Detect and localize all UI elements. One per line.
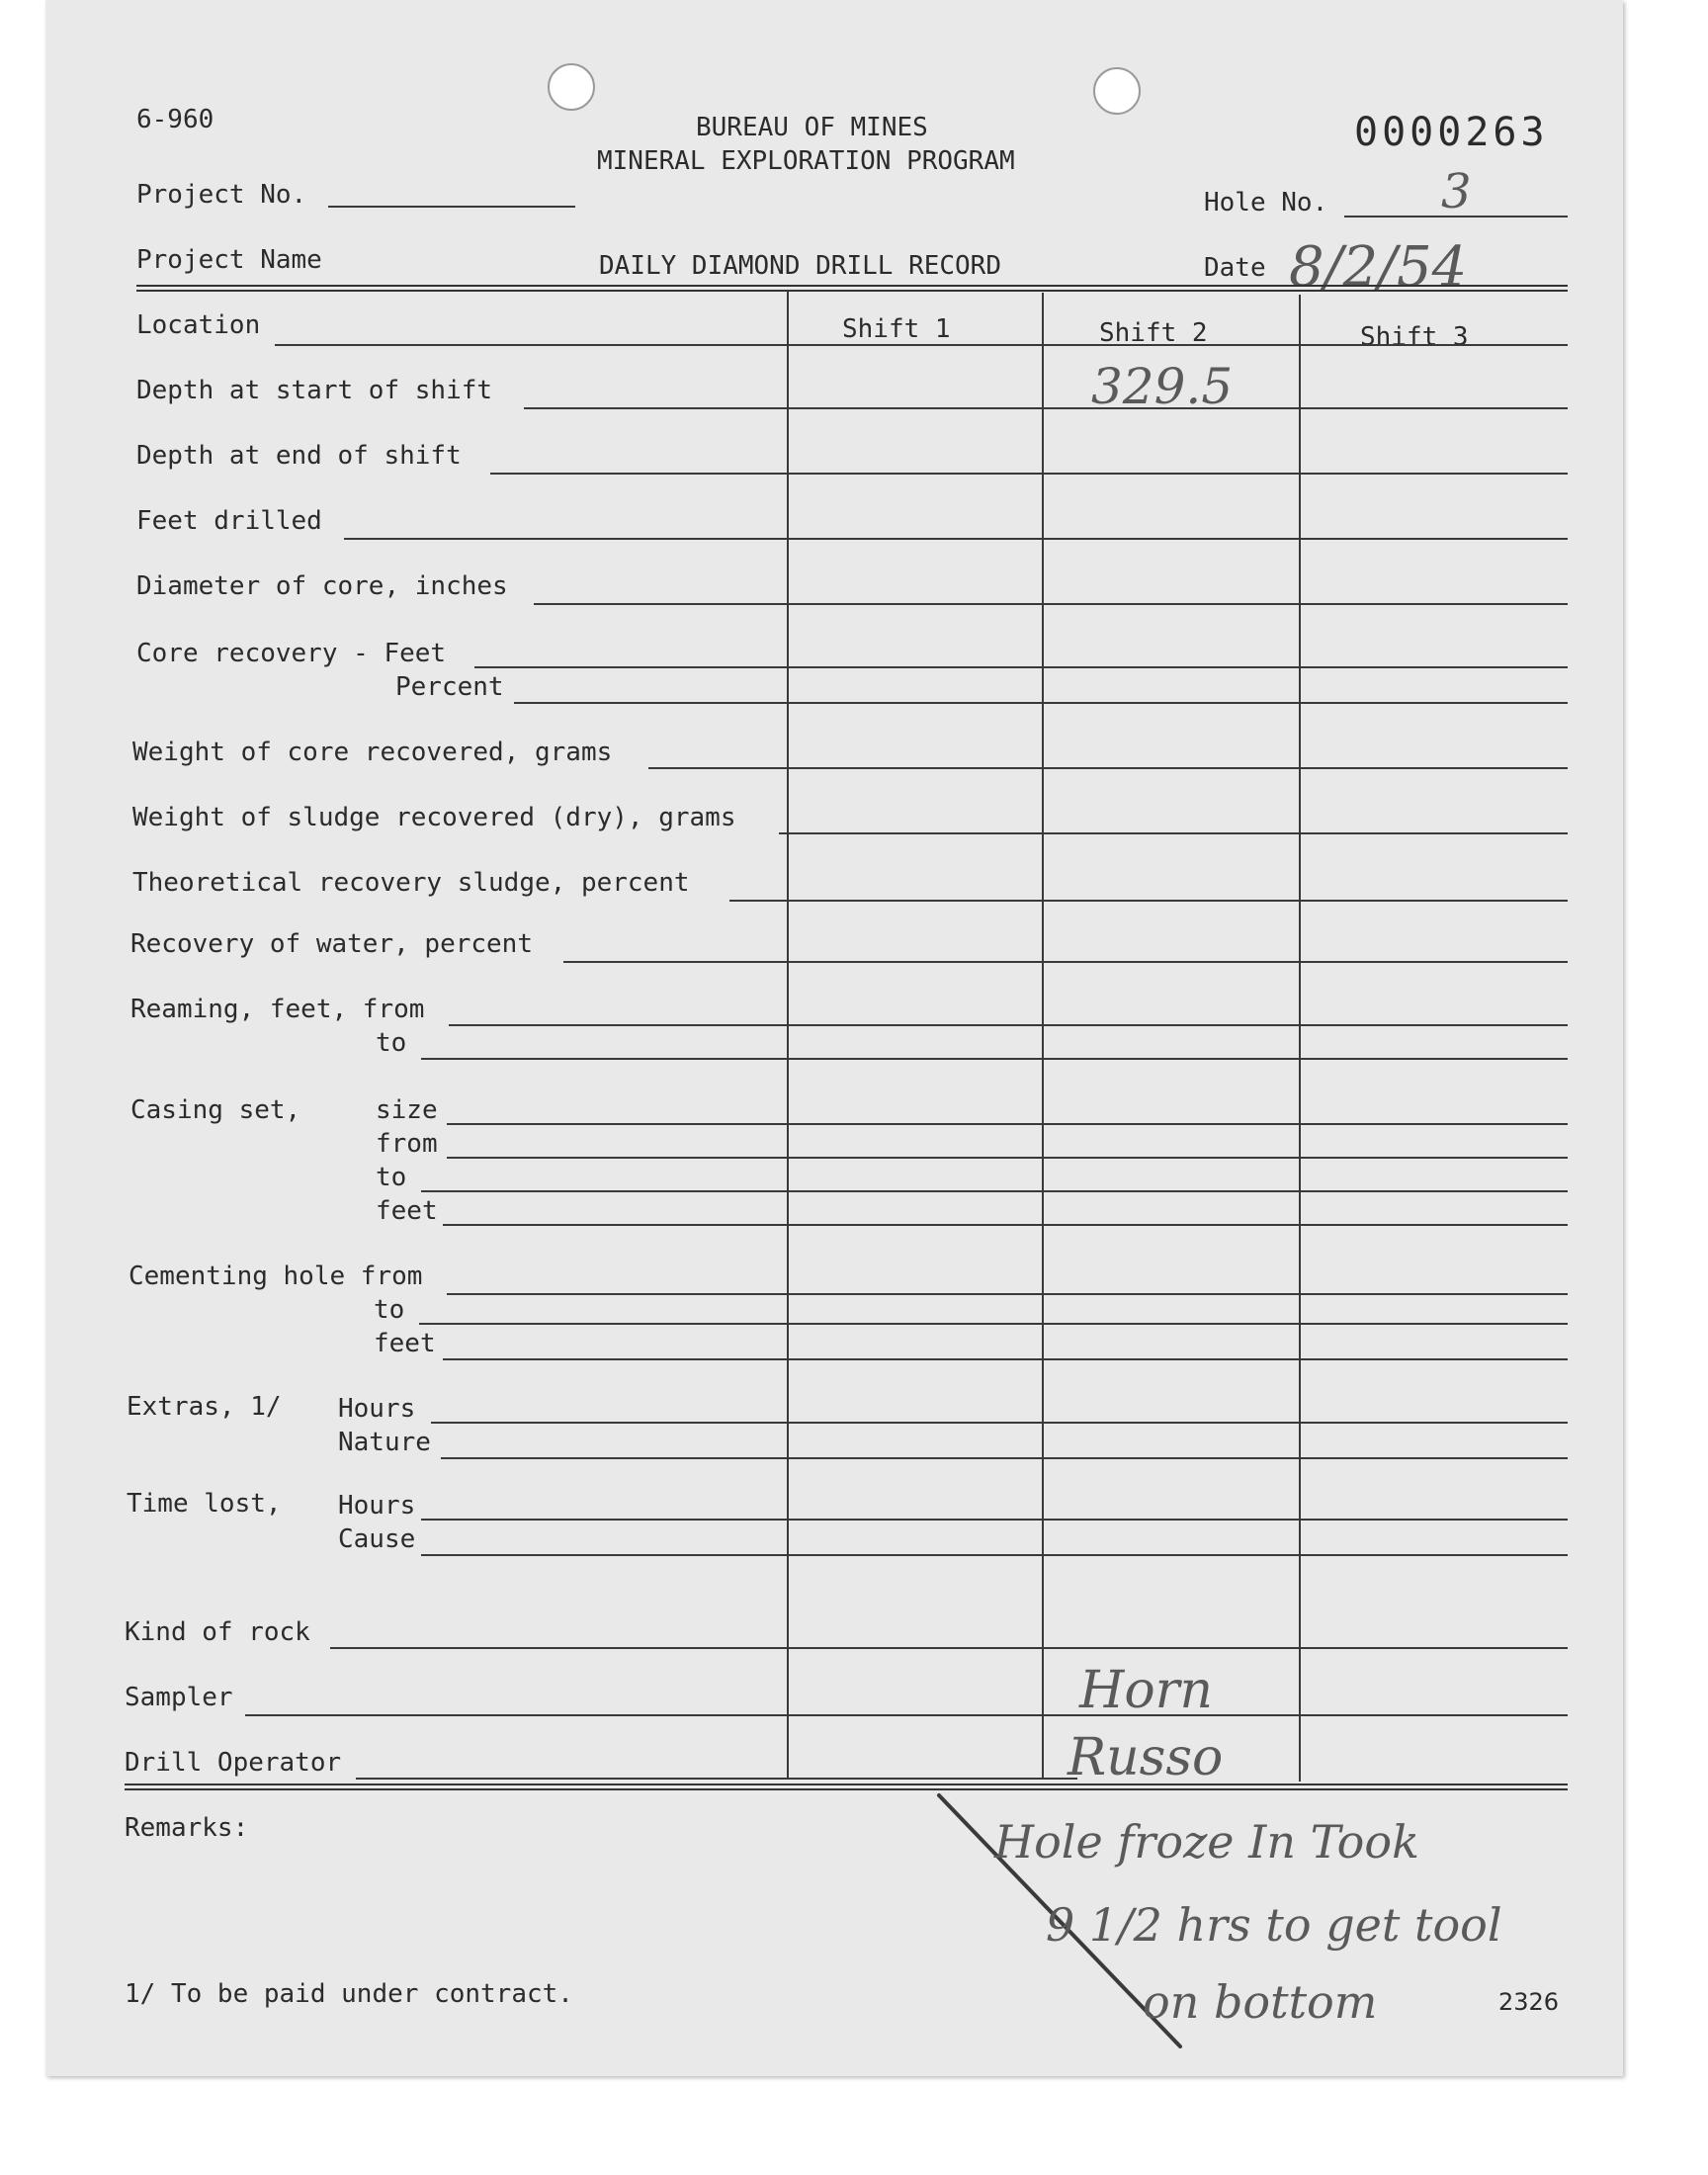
row-label-percent: Percent [395, 672, 504, 702]
row-line [648, 767, 1568, 769]
row-label-cementing-to: to [374, 1295, 405, 1325]
project-no-line [328, 206, 575, 208]
bottom-double-rule [125, 1784, 1568, 1790]
row-label-reaming: Reaming, feet, from [130, 995, 425, 1024]
row-line [356, 1778, 1077, 1780]
row-line [275, 344, 1568, 346]
row-line [421, 1519, 1568, 1521]
operator-shift2-value: Russo [1068, 1728, 1224, 1787]
form-title: DAILY DIAMOND DRILL RECORD [599, 251, 1001, 281]
hole-no-label: Hole No. [1204, 188, 1328, 218]
header-double-rule [136, 285, 1568, 292]
row-label-cementing: Cementing hole from [128, 1262, 423, 1291]
row-label-theoretical: Theoretical recovery sludge, percent [132, 868, 690, 898]
page-number: 2326 [1498, 1988, 1560, 2016]
row-label-cementing-feet: feet [374, 1329, 436, 1358]
row-line [421, 1554, 1568, 1556]
column-header-shift3: Shift 3 [1360, 322, 1469, 352]
drill-record-form [45, 0, 1623, 2076]
project-name-label: Project Name [136, 245, 322, 275]
row-line [449, 1024, 1568, 1026]
row-line [474, 666, 1568, 668]
row-line [245, 1714, 1568, 1716]
row-label-extras-nature: Nature [338, 1428, 431, 1457]
row-line [421, 1190, 1568, 1192]
project-no-label: Project No. [136, 180, 307, 210]
row-label-casing: Casing set, [130, 1095, 301, 1125]
row-label-weight-sludge: Weight of sludge recovered (dry), grams [132, 803, 736, 832]
row-label-casing-to: to [376, 1163, 407, 1192]
row-line [419, 1323, 1568, 1325]
row-label-diameter: Diameter of core, inches [136, 571, 508, 601]
row-label-feet-drilled: Feet drilled [136, 506, 322, 536]
row-line [524, 407, 1568, 409]
column-header-shift1: Shift 1 [842, 314, 951, 344]
row-line [421, 1058, 1568, 1060]
row-line [729, 900, 1568, 902]
row-line [443, 1224, 1568, 1226]
row-label-reaming-to: to [376, 1028, 407, 1058]
punch-hole-left [548, 63, 595, 111]
depth-start-shift2-value: 329.5 [1091, 358, 1234, 415]
row-line [490, 473, 1568, 475]
row-label-water: Recovery of water, percent [130, 929, 533, 959]
row-label-drill-operator: Drill Operator [125, 1748, 342, 1778]
row-label-extras-hours: Hours [338, 1394, 416, 1424]
row-line [534, 603, 1568, 605]
remarks-line-2: 9 1/2 hrs to get tool [1046, 1898, 1502, 1952]
row-line [514, 702, 1568, 704]
hole-no-value: 3 [1441, 164, 1472, 219]
row-label-casing-feet: feet [376, 1196, 438, 1226]
row-line [779, 832, 1568, 834]
row-line [431, 1422, 1568, 1424]
form-number: 6-960 [136, 105, 214, 134]
row-line [447, 1123, 1568, 1125]
column-header-shift2: Shift 2 [1099, 318, 1208, 348]
row-line [441, 1457, 1568, 1459]
document-id: 0000263 [1354, 110, 1549, 155]
row-label-depth-end: Depth at end of shift [136, 441, 462, 471]
row-line [443, 1358, 1568, 1360]
row-line [563, 961, 1568, 963]
agency-name: BUREAU OF MINES [696, 113, 928, 142]
remarks-line-1: Hole froze In Took [994, 1815, 1419, 1869]
row-label-casing-from: from [376, 1129, 438, 1159]
row-label-location: Location [136, 310, 261, 340]
row-line [447, 1157, 1568, 1159]
column-divider-2 [1042, 293, 1044, 1780]
row-line [447, 1293, 1568, 1295]
date-value: 8/2/54 [1289, 235, 1468, 300]
row-label-casing-size: size [376, 1095, 438, 1125]
date-label: Date [1204, 253, 1266, 283]
row-label-extras: Extras, 1/ [127, 1392, 282, 1422]
row-label-kind-of-rock: Kind of rock [125, 1617, 310, 1647]
punch-hole-right [1093, 67, 1141, 115]
column-divider-3 [1299, 295, 1301, 1782]
remarks-line-3: on bottom [1143, 1975, 1378, 2029]
row-label-time-hours: Hours [338, 1491, 416, 1521]
row-label-weight-core: Weight of core recovered, grams [132, 738, 613, 767]
row-label-time-lost: Time lost, [127, 1489, 282, 1519]
row-line [344, 538, 1568, 540]
row-label-sampler: Sampler [125, 1683, 233, 1712]
sampler-shift2-value: Horn [1079, 1661, 1214, 1720]
row-label-core-recovery: Core recovery - Feet [136, 639, 447, 668]
program-name: MINERAL EXPLORATION PROGRAM [597, 146, 1015, 176]
footnote: 1/ To be paid under contract. [125, 1979, 573, 2009]
row-line [330, 1647, 1568, 1649]
row-label-depth-start: Depth at start of shift [136, 376, 493, 405]
row-label-time-cause: Cause [338, 1524, 416, 1554]
remarks-label: Remarks: [125, 1813, 249, 1843]
